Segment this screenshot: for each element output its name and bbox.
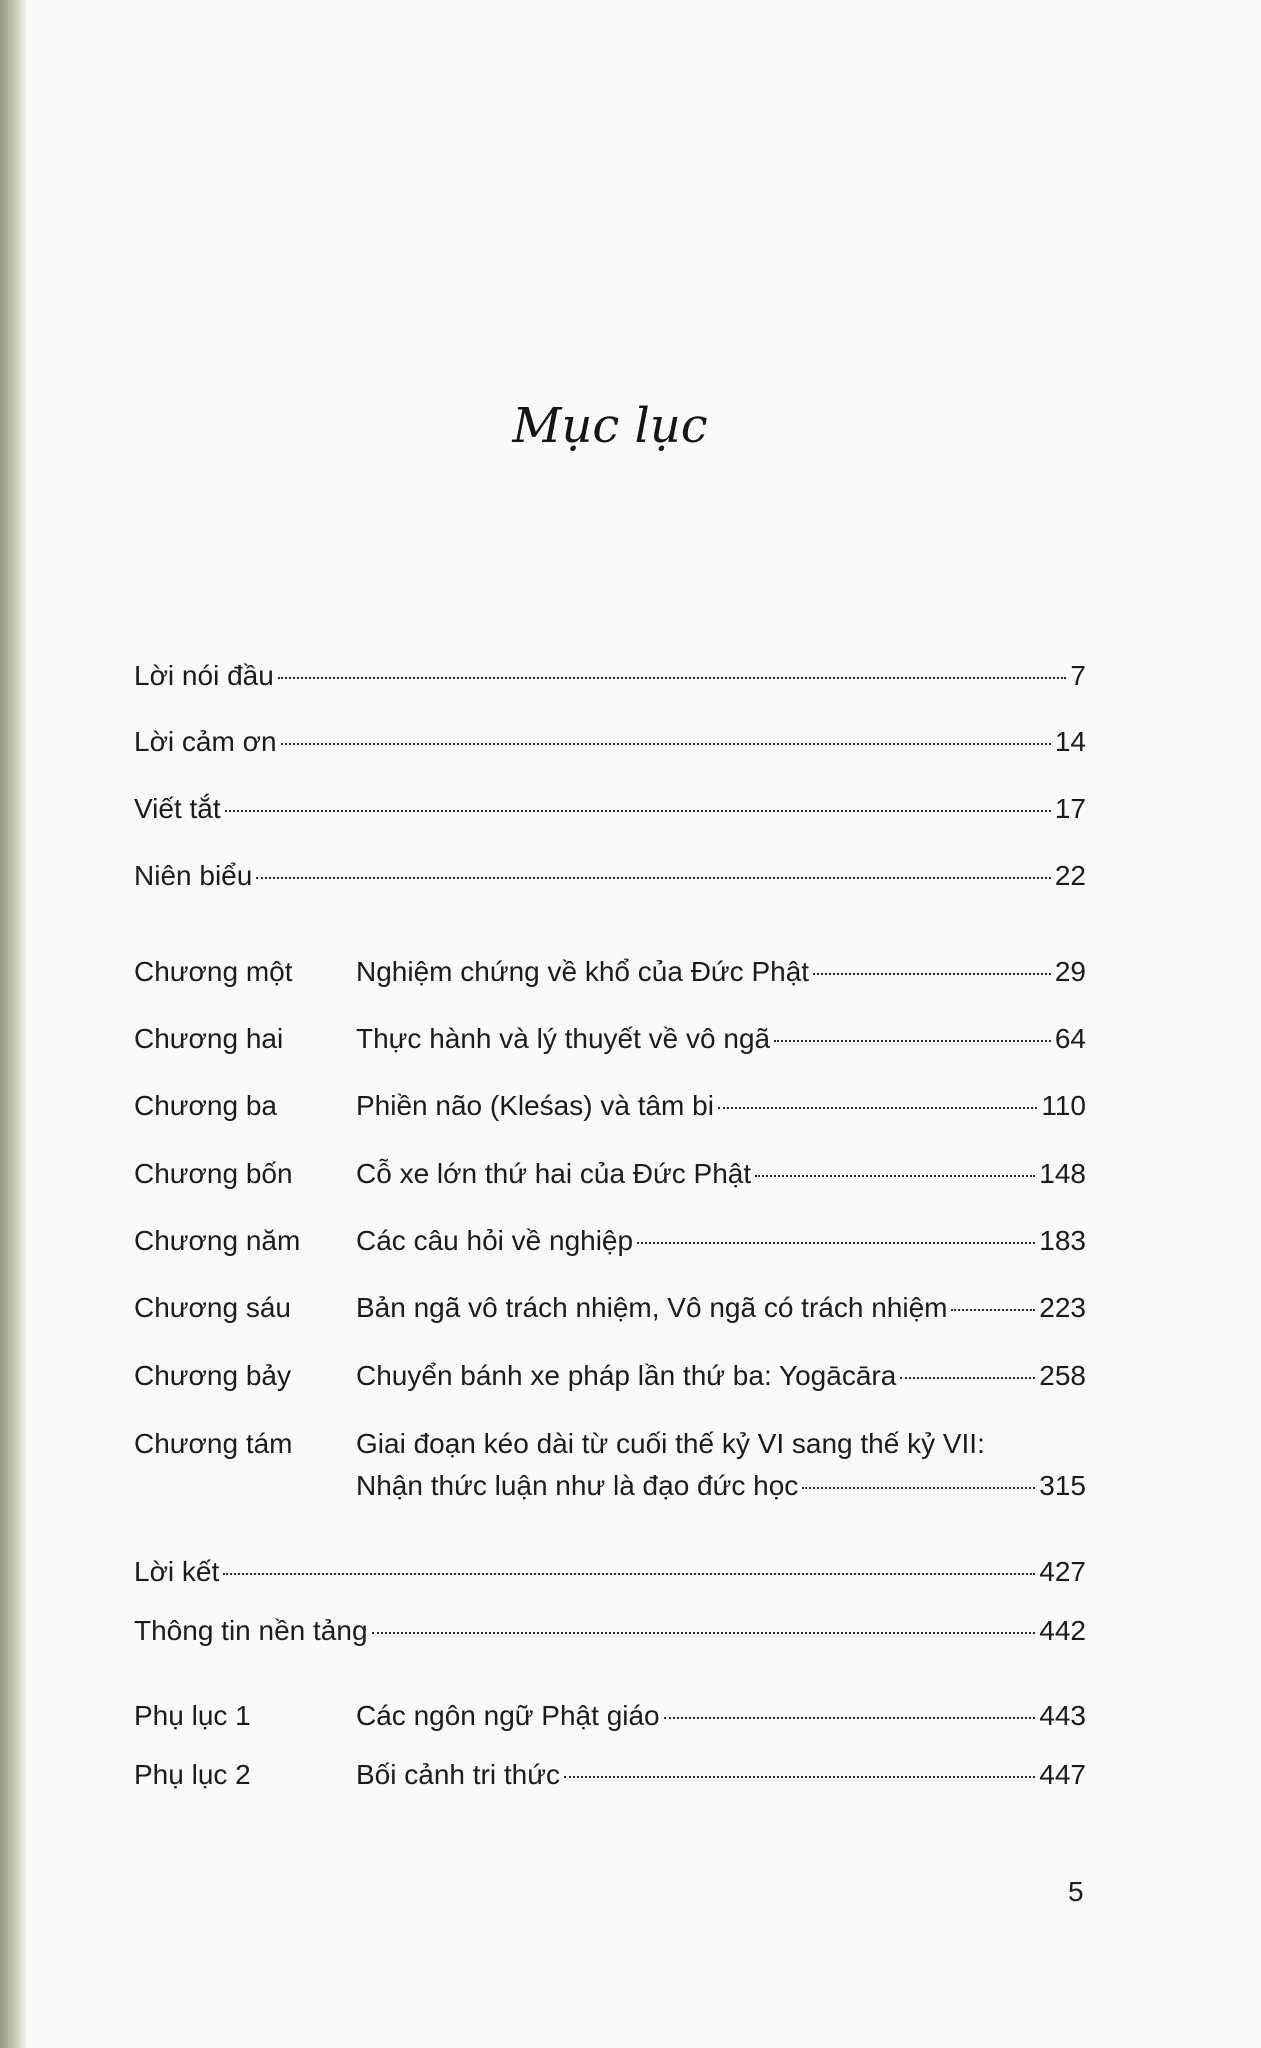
page-title: Mục lục [512, 398, 708, 454]
chapter-title: Phiền não (Kleśas) và tâm bi [356, 1090, 714, 1121]
toc-page-number: 258 [1039, 1360, 1086, 1391]
chapter-title: Chuyển bánh xe pháp lần thứ ba: Yogācāra [356, 1360, 897, 1391]
toc-entry [356, 950, 1086, 994]
chapter-label: Chương hai [134, 1023, 284, 1054]
toc-row[interactable] [134, 654, 1086, 698]
dot-leader [225, 810, 1051, 812]
dot-leader [755, 1175, 1035, 1177]
dot-leader [664, 1717, 1036, 1719]
toc-page-number: 447 [1039, 1759, 1086, 1790]
toc-page-number: 22 [1054, 860, 1086, 891]
toc-page-number: 29 [1054, 956, 1086, 987]
toc-entry-title: Lời cảm ơn [134, 726, 277, 757]
toc-page-number: 183 [1039, 1225, 1086, 1256]
toc-row[interactable] [134, 720, 1086, 764]
chapter-title: Bản ngã vô trách nhiệm, Vô ngã có trách nhiệm [356, 1292, 948, 1323]
toc-chapter-row[interactable] [134, 1354, 1086, 1398]
dot-leader [256, 877, 1051, 879]
toc-page-number: 442 [1039, 1615, 1086, 1646]
toc-entry [134, 1550, 1086, 1594]
toc-row[interactable] [134, 854, 1086, 898]
chapter-label: Chương tám [134, 1428, 293, 1459]
toc-row[interactable] [134, 1550, 1086, 1594]
toc-chapter-row-continuation[interactable] [134, 1464, 1086, 1508]
chapter-label: Chương ba [134, 1090, 277, 1121]
toc-chapter-row[interactable] [134, 1017, 1086, 1061]
dot-leader [802, 1487, 1035, 1489]
toc-entry [356, 1084, 1086, 1128]
toc-chapter-row[interactable] [134, 950, 1086, 994]
chapter-title: Các câu hỏi về nghiệp [356, 1225, 634, 1256]
toc-page-number: 14 [1054, 726, 1086, 757]
dot-leader [774, 1040, 1051, 1042]
toc-entry [134, 720, 1086, 764]
dot-leader [718, 1107, 1037, 1109]
toc-appendix-row[interactable] [134, 1694, 1086, 1738]
toc-page-number: 7 [1070, 660, 1086, 691]
dot-leader [372, 1632, 1036, 1634]
toc-entry-title: Lời nói đầu [134, 660, 274, 691]
dot-leader [813, 973, 1051, 975]
toc-entry [356, 1286, 1086, 1330]
toc-page-number: 223 [1039, 1292, 1086, 1323]
toc-entry-title: Lời kết [134, 1556, 220, 1587]
dot-leader [281, 743, 1051, 745]
dot-leader [564, 1776, 1035, 1778]
appendix-title: Các ngôn ngữ Phật giáo [356, 1700, 660, 1731]
chapter-label: Chương sáu [134, 1292, 291, 1323]
toc-chapter-row[interactable] [134, 1152, 1086, 1196]
toc-entry [134, 654, 1086, 698]
dot-leader [278, 677, 1067, 679]
chapter-label: Chương năm [134, 1225, 301, 1256]
toc-entry-title: Thông tin nền tảng [134, 1615, 368, 1646]
toc-entry [356, 1464, 1086, 1508]
toc-entry [356, 1017, 1086, 1061]
dot-leader [223, 1573, 1035, 1575]
chapter-title: Thực hành và lý thuyết về vô ngã [356, 1023, 771, 1054]
toc-page-number: 443 [1039, 1700, 1086, 1731]
toc-entry [134, 787, 1086, 831]
toc-entry [356, 1354, 1086, 1398]
appendix-title: Bối cảnh tri thức [356, 1759, 560, 1790]
chapter-label: Chương bốn [134, 1158, 293, 1189]
dot-leader [637, 1242, 1035, 1244]
page-footer-number: 5 [1068, 1876, 1084, 1907]
toc-entry-title: Viết tắt [134, 793, 221, 824]
toc-page-number: 64 [1054, 1023, 1086, 1054]
toc-entry [134, 1609, 1086, 1653]
toc-chapter-row[interactable] [134, 1286, 1086, 1330]
toc-page-number: 110 [1041, 1090, 1086, 1121]
toc-entry [356, 1753, 1086, 1797]
toc-row[interactable] [134, 1609, 1086, 1653]
dot-leader [900, 1377, 1035, 1379]
chapter-title: Cỗ xe lớn thứ hai của Đức Phật [356, 1158, 752, 1189]
appendix-label: Phụ lục 2 [134, 1759, 251, 1790]
chapter-title: Giai đoạn kéo dài từ cuối thế kỷ VI sang thế kỷ VII: [356, 1428, 985, 1459]
dot-leader [951, 1309, 1035, 1311]
toc-entry [356, 1152, 1086, 1196]
toc-entry [356, 1694, 1086, 1738]
toc-page-number: 427 [1039, 1556, 1086, 1587]
chapter-title: Nghiệm chứng về khổ của Đức Phật [356, 956, 810, 987]
chapter-label: Chương một [134, 956, 293, 987]
toc-page-number: 148 [1039, 1158, 1086, 1189]
chapter-label: Chương bảy [134, 1360, 291, 1391]
appendix-label: Phụ lục 1 [134, 1700, 251, 1731]
toc-appendix-row[interactable] [134, 1753, 1086, 1797]
toc-page-number: 315 [1039, 1470, 1086, 1501]
toc-row[interactable] [134, 787, 1086, 831]
toc-entry-title: Niên biểu [134, 860, 253, 891]
toc-chapter-row[interactable] [134, 1084, 1086, 1128]
toc-entry [134, 854, 1086, 898]
toc-chapter-row[interactable] [134, 1219, 1086, 1263]
toc-entry [356, 1422, 1086, 1466]
toc-page-number: 17 [1054, 793, 1086, 824]
toc-chapter-row[interactable] [134, 1422, 1086, 1466]
toc-entry [356, 1219, 1086, 1263]
chapter-title-line2: Nhận thức luận như là đạo đức học [356, 1470, 799, 1501]
